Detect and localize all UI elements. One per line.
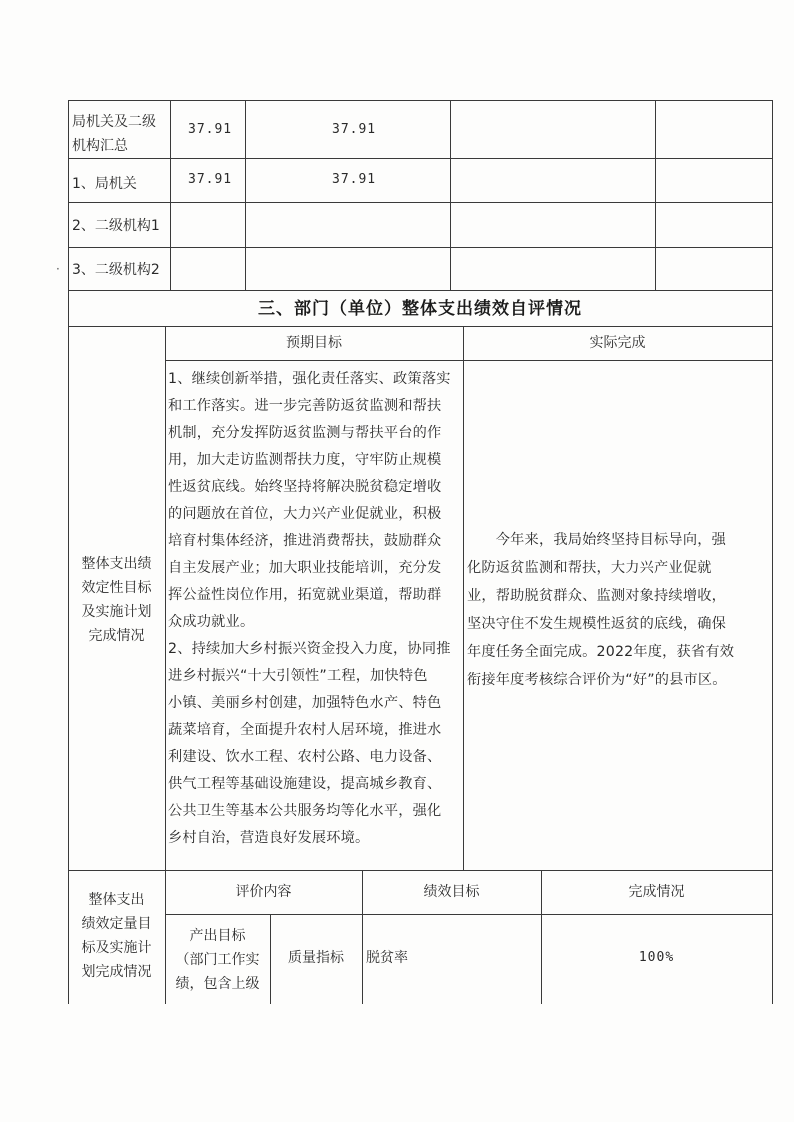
rule <box>655 100 656 290</box>
text-line: 衔接年度考核综合评价为“好”的县市区。 <box>467 672 727 688</box>
text-line: 培育村集体经济，推进消费帮扶，鼓励群众 <box>168 533 442 549</box>
expected-goals <box>168 366 460 852</box>
rule <box>68 290 773 291</box>
text-line: 业，帮助脱贫群众、监测对象持续增收， <box>467 588 726 604</box>
output-category <box>165 924 270 996</box>
text-line: 乡村自治，营造良好发展环境。 <box>168 830 370 846</box>
label-line: 完成情况 <box>88 628 145 644</box>
value-a: 37.91 <box>188 122 233 137</box>
rule <box>165 326 166 1004</box>
header-performance-target: 绩效目标 <box>423 884 480 900</box>
rule <box>68 158 773 159</box>
text-line: 的问题放在首位，大力兴产业促就业，积极 <box>168 506 442 522</box>
text-line: 公共卫生等基本公共服务均等化水平，强化 <box>168 803 442 819</box>
label-line: 绩效定量目 <box>81 916 152 932</box>
row-name: 2、二级机构1 <box>72 218 160 234</box>
text-line: 机制，充分发挥防返贫监测与帮扶平台的作 <box>168 425 442 441</box>
scan-mark: · <box>56 262 60 276</box>
text-line: 用，加大走访监测帮扶力度，守牢防止规模 <box>168 452 442 468</box>
rule <box>165 914 773 915</box>
value-b: 37.91 <box>332 122 377 137</box>
label-line: 整体支出 <box>88 892 145 908</box>
value-b: 37.91 <box>332 172 377 187</box>
rule <box>68 326 773 327</box>
indicator-name: 质量指标 <box>288 950 344 966</box>
rule <box>450 100 451 290</box>
row-name: 机构汇总 <box>72 138 128 154</box>
text-line: 蔬菜培育，全面提升农村人居环境，推进水 <box>168 722 442 738</box>
text-line: 自主发展产业；加大职业技能培训，充分发 <box>168 560 442 576</box>
rule <box>68 202 773 203</box>
text-line: 2、持续加大乡村振兴资金投入力度，协同推 <box>168 641 451 657</box>
text-line: 性返贫底线。始终坚持将解决脱贫稳定增收 <box>168 479 442 495</box>
expected-header: 预期目标 <box>286 335 342 351</box>
target-value: 脱贫率 <box>366 950 408 966</box>
text-line: 1、继续创新举措，强化责任落实、政策落实 <box>168 371 451 387</box>
text-line: 坚决守住不发生规模性返贫的底线，确保 <box>467 616 726 632</box>
label-line: 及实施计划 <box>81 604 152 620</box>
text-line: 小镇、美丽乡村创建，加强特色水产、特色 <box>168 695 442 711</box>
category-line: 产出目标 <box>189 928 246 944</box>
text-line: 进乡村振兴“十大引领性”工程，加快特色 <box>168 668 428 684</box>
label-line: 整体支出绩 <box>81 556 152 572</box>
section-title: 三、部门（单位）整体支出绩效自评情况 <box>258 299 582 319</box>
text-line: 众成功就业。 <box>168 614 255 630</box>
label-line: 效定性目标 <box>81 580 152 596</box>
header-evaluation-content: 评价内容 <box>235 884 292 900</box>
label-line: 标及实施计 <box>81 940 152 956</box>
text-line: 化防返贫监测和帮扶，大力兴产业促就 <box>467 560 712 576</box>
text-line: 年度任务全面完成。2022年度，获省有效 <box>467 644 735 660</box>
rule <box>463 326 464 870</box>
text-line: 今年来，我局始终坚持目标导向，强 <box>467 532 726 548</box>
category-line: （部门工作实 <box>175 952 260 968</box>
text-line: 和工作落实。进一步完善防返贫监测和帮扶 <box>168 398 442 414</box>
quantitative-row-label <box>68 888 165 984</box>
value-a: 37.91 <box>188 172 233 187</box>
rule <box>68 100 773 101</box>
text-line: 挥公益性岗位作用，拓宽就业渠道，帮助群 <box>168 587 442 603</box>
rule <box>68 247 773 248</box>
row-name: 3、二级机构2 <box>72 262 160 278</box>
label-line: 划完成情况 <box>81 964 152 980</box>
category-line: 绩，包含上级 <box>175 976 260 992</box>
rule <box>170 100 171 290</box>
status-value: 100% <box>638 950 675 965</box>
qualitative-row-label <box>68 552 165 648</box>
header-completion-status: 完成情况 <box>628 884 685 900</box>
rule <box>68 870 773 871</box>
rule <box>165 360 773 361</box>
row-name: 1、局机关 <box>72 176 137 192</box>
actual-completion <box>467 526 769 694</box>
text-line: 供气工程等基础设施建设，提高城乡教育、 <box>168 776 442 792</box>
rule <box>772 100 773 1004</box>
rule <box>245 100 246 290</box>
row-name: 局机关及二级 <box>72 114 156 130</box>
text-line: 利建设、饮水工程、农村公路、电力设备、 <box>168 749 442 765</box>
actual-header: 实际完成 <box>589 335 646 351</box>
